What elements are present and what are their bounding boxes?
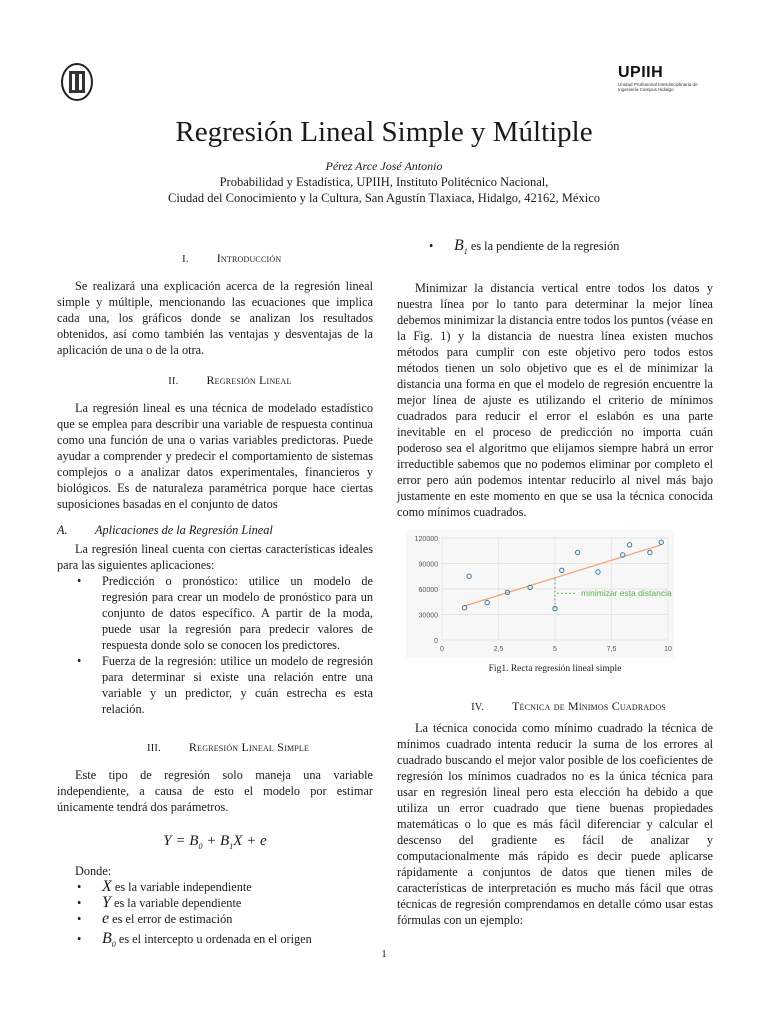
x-tick-label: 0: [440, 646, 444, 653]
figure-caption: Fig1. Recta regresión lineal simple: [488, 664, 622, 674]
regression-chart: [406, 530, 674, 658]
data-point: [485, 600, 489, 604]
section-heading-regression: II. Regresión Lineal: [168, 373, 292, 387]
y-tick-label: 120000: [414, 536, 438, 543]
minimize-paragraph: Minimizar la distancia vertical entre todos los datos y nuestra línea por lo tanto para determinar la mejor línea debemos minimizar la distancia entre todos los puntos (véase en la Fig. 1) y la distancia de nuestra línea existen muchos métodos para cumplir con este objetivo pero todos estos métodos tienen un solo objetivo que es el de minimizar la distancia una forma en que el modelo de regresión encuentre la mejor línea de ajuste es utilizando el criterio de mínimos cuadrados para reducir el error el eslabón es una parte inevitable en el proceso de predicción no importa cuán poderoso sea el algoritmo que elijamos siempre habrá un error irreductible sabemos que no podemos eliminar por completo el error pero aún podemos intentar reducirlo al nivel más bajo justamente en este momento en que se usa la técnica conocida como mínimos cuadrados.: [397, 281, 713, 520]
subsection-heading-applications: A. Aplicaciones de la Regresión Lineal: [57, 523, 273, 537]
simple-paragraph: Este tipo de regresión solo maneja una variable independiente, a causa de esto el modelo por estimar únicamente tendrá dos parámetros.: [57, 768, 373, 814]
intro-paragraph: Se realizará una explicación acerca de la regresión lineal simple y múltiple, mencionando las ecuaciones que implica cada una, los gráficos donde se analizan los resultados obtenidos, así como también las ventajas y desventajas de la aplicación de una o de la otra.: [57, 279, 373, 357]
list-item: • Predicción o pronóstico: utilice un modelo de regresión para crear un modelo de pronóstico para un conjunto de datos específico. A partir de la moda, puede usar la regresión para predecir valores de respuesta donde solo se conocen los predictores.: [77, 574, 373, 652]
affiliation-line-1: Probabilidad y Estadística, UPIIH, Instituto Politécnico Nacional,: [219, 175, 549, 189]
author: Pérez Arce José Antonio: [325, 159, 443, 173]
list-item: • e es el error de estimación: [77, 910, 233, 927]
chart-svg: [406, 530, 674, 658]
applications-intro: La regresión lineal cuenta con ciertas características ideales para las siguientes aplicaciones:: [57, 542, 373, 572]
regression-equation: $Y = B_0 + B_1X + e$: [163, 833, 267, 851]
data-point: [467, 574, 471, 578]
ipn-logo: [60, 62, 94, 102]
data-point: [560, 568, 564, 572]
section-heading-least-squares: IV. Técnica de Mínimos Cuadrados: [471, 699, 666, 713]
x-tick-label: 5: [553, 646, 557, 653]
y-tick-label: 60000: [418, 587, 438, 594]
donde-label: Donde:: [75, 864, 112, 878]
data-point: [659, 540, 663, 544]
y-tick-label: 90000: [418, 561, 438, 569]
x-tick-label: 7,5: [606, 646, 617, 653]
data-point: [462, 606, 466, 610]
section-heading-simple: III. Regresión Lineal Simple: [147, 740, 310, 754]
data-point: [596, 570, 600, 574]
data-point: [575, 550, 579, 554]
y-tick-label: 0: [434, 638, 438, 645]
list-item: • $B_1$ es la pendiente de la regresión: [429, 237, 620, 257]
list-item: • X es la variable independiente: [77, 878, 252, 895]
right-column-lower: [397, 698, 713, 928]
left-column: [57, 250, 373, 953]
affiliation-line-2: Ciudad del Conocimiento y la Cultura, San Agustín Tlaxiaca, Hidalgo, 42162, México: [168, 191, 600, 205]
list-item: • Y es la variable dependiente: [77, 894, 242, 911]
data-point: [627, 543, 631, 547]
list-item: • $B_0$ es el intercepto u ordenada en el origen: [77, 930, 312, 950]
x-tick-label: 2,5: [493, 646, 504, 653]
data-point: [648, 550, 652, 554]
regression-paragraph: La regresión lineal es una técnica de modelado estadístico que se emplea para describir una variable de respuesta continua como una función de una o varias variables predictoras. Puede ayudar a comprender y predecir el comportamiento de sistemas complejos o a analizar datos experimentales, financieros y biológicos. Es de naturaleza paramétrica porque hace ciertas suposiciones basadas en el conjunto de datos: [57, 401, 373, 511]
upiih-logo: UPIIH Unidad Profesional Interdisciplinaria de Ingeniería Campus Hidalgo: [618, 64, 698, 93]
list-item: • Fuerza de la regresión: utilice un modelo de regresión para determinar si existe una relación entre una variable y un predictor, y cuán estrecha es esta relación.: [77, 654, 373, 716]
page-number: 1: [381, 948, 387, 960]
annotation-label: minimizar esta distancia: [581, 588, 672, 599]
paper-title: Regresión Lineal Simple y Múltiple: [175, 116, 593, 148]
least-squares-paragraph: La técnica conocida como mínimo cuadrado la técnica de mínimos cuadrado intenta reducir la suma de los errores al cuadrado buscando el mejor valor posible de los coeficientes de regresión los mínimos cuadrados no es la única técnica para usar en regresión lineal pero esta elección ha debido a que utiliza un error cuadrado que tiene buenas propiedades matemáticas o lo que es más fácil diferenciar y calcular el descenso del gradiente es fácil de analizar y computacionalmente más rápido es decir puede aplicarse rápidamente a conjuntos de datos que tienen miles de características de interpretación es mucho más fácil que otras técnicas de regresión comprendamos en detalle cómo usar estas fórmulas con un ejemplo:: [397, 721, 713, 927]
right-column: [397, 238, 713, 520]
section-heading-intro: I. Introducción: [182, 251, 282, 265]
y-tick-label: 30000: [418, 612, 438, 620]
x-tick-label: 10: [664, 646, 672, 653]
